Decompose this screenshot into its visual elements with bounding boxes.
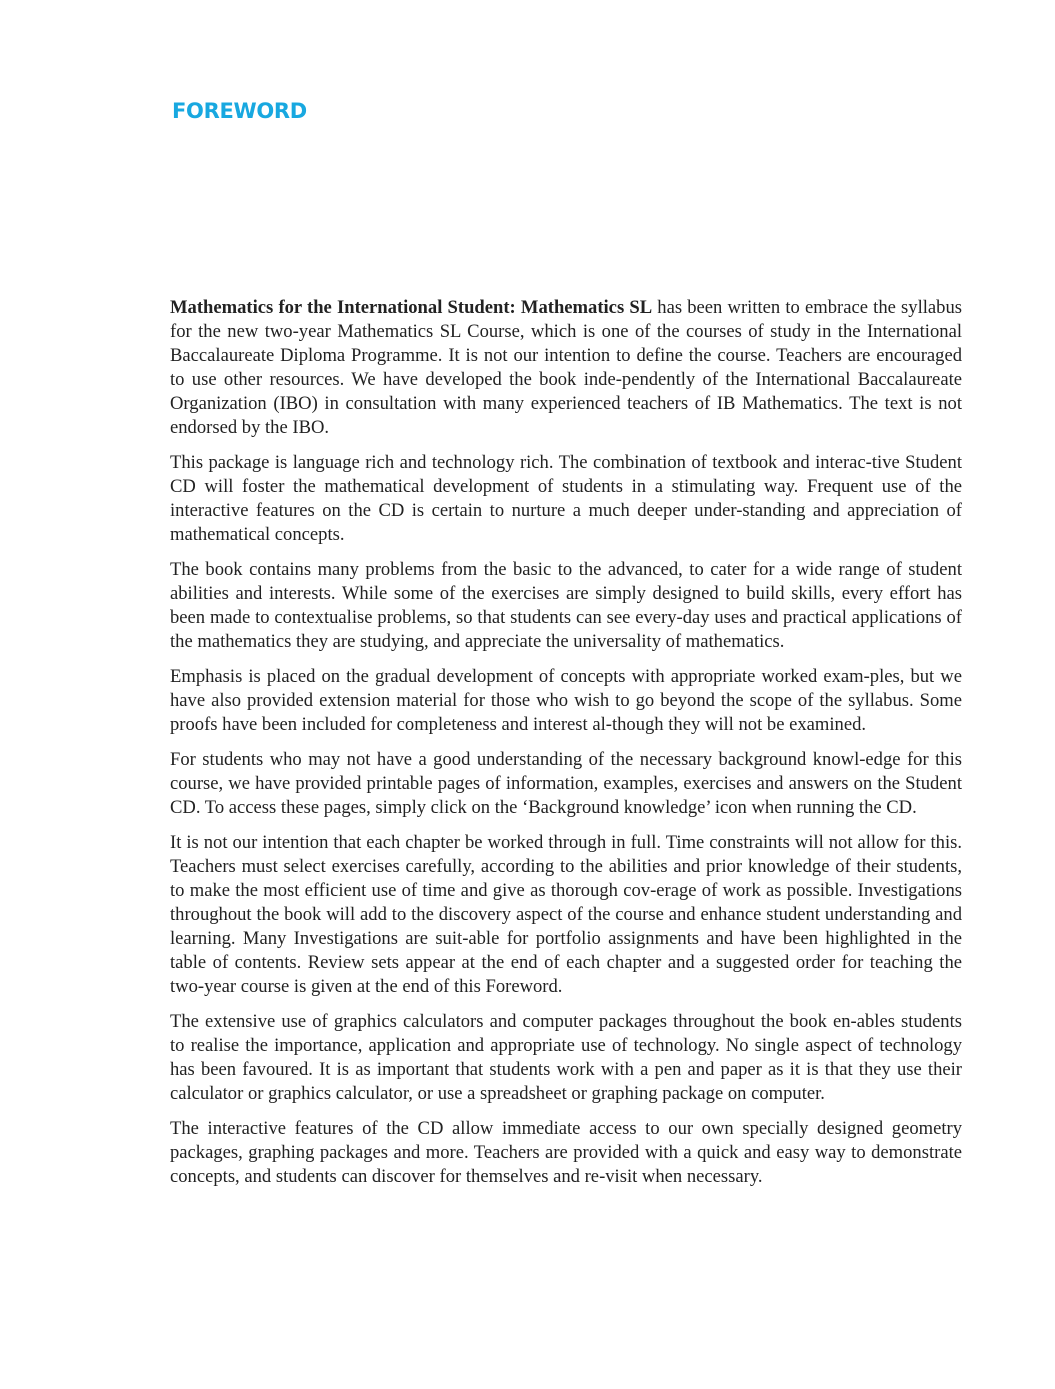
paragraph-intro-text: has been written to embrace the syllabus for the new two-year Mathematics SL Course, which is one of the courses of study in the International Baccalaureate Diploma Programme. It is not our intention to define the course. Teachers are encouraged to use other resources. We have developed the book inde-pendently of the International Baccalaureate Organization (IBO) in consultation with many experienced teachers of IB Mathematics. The text is not endorsed by the IBO.	[170, 297, 962, 438]
paragraph-chapters: It is not our intention that each chapter be worked through in full. Time constraints will not allow for this. Teachers must select exercises carefully, according to the abilities and prior knowledge of their students, to make the most efficient use of time and give as thorough cov-erage of work as possible. Investigations throughout the book will add to the discovery aspect of the course and enhance student understanding and learning. Many Investigations are suit-able for portfolio assignments and have been highlighted in the table of contents. Review sets appear at the end of each chapter and a suggested order for teaching the two-year course is given at the end of this Foreword.	[170, 832, 962, 997]
paragraph-emphasis: Emphasis is placed on the gradual development of concepts with appropriate worked exam-ples, but we have also provided extension material for those who wish to go beyond the scope of the syllabus. Some proofs have been included for completeness and interest al-though they will not be examined.	[170, 666, 962, 735]
paragraph-background: For students who may not have a good understanding of the necessary background knowl-edge for this course, we have provided printable pages of information, examples, exercises and answers on the Student CD. To access these pages, simply click on the ‘Background knowledge’ icon when running the CD.	[170, 749, 962, 818]
paragraph-intro	[170, 296, 962, 440]
page-title: FOREWORD	[172, 99, 307, 123]
paragraph-interactive: The interactive features of the CD allow immediate access to our own specially designed geometry packages, graphing packages and more. Teachers are provided with a quick and easy way to demonstrate concepts, and students can discover for themselves and re-visit when necessary.	[170, 1118, 962, 1187]
foreword-body	[170, 296, 962, 1200]
paragraph-problems: The book contains many problems from the basic to the advanced, to cater for a wide range of student abilities and interests. While some of the exercises are simply designed to build skills, every effort has been made to contextualise problems, so that students can see every-day uses and practical applications of the mathematics they are studying, and appreciate the universality of mathematics.	[170, 559, 962, 652]
book-title-bold: Mathematics for the International Student: Mathematics SL	[170, 297, 653, 318]
paragraph-technology: This package is language rich and technology rich. The combination of textbook and interac-tive Student CD will foster the mathematical development of students in a stimulating way. Frequent use of the interactive features on the CD is certain to nurture a much deeper under-standing and appreciation of mathematical concepts.	[170, 452, 962, 545]
paragraph-calculators: The extensive use of graphics calculators and computer packages throughout the book en-ables students to realise the importance, application and appropriate use of technology. No single aspect of technology has been favoured. It is as important that students work with a pen and paper as it is that they use their calculator or graphics calculator, or use a spreadsheet or graphing package on computer.	[170, 1011, 962, 1104]
